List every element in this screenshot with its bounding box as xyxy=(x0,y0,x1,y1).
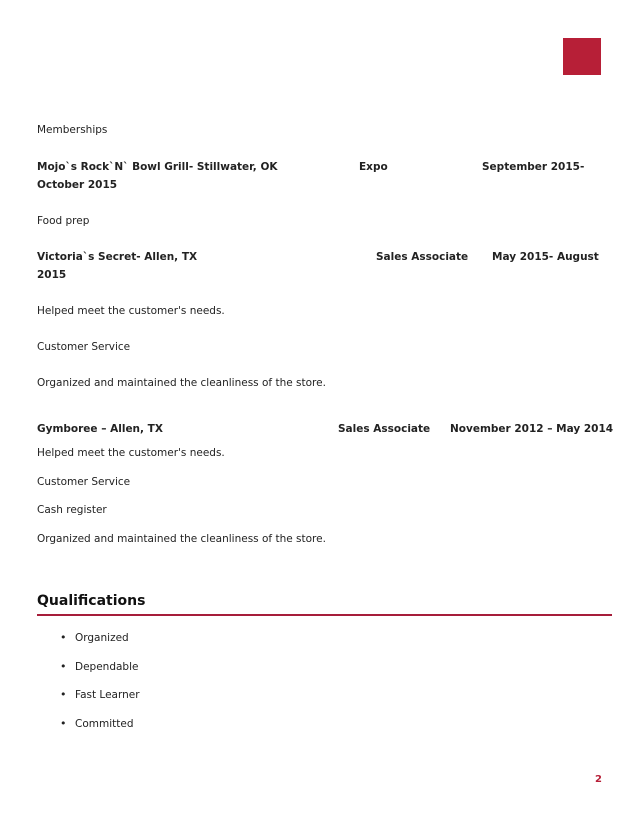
job-3-detail: Cash register xyxy=(37,504,107,516)
job-3-employer: Gymboree – Allen, TX xyxy=(37,423,163,435)
job-2-dates-cont: 2015 xyxy=(37,269,67,281)
job-1-dates: September 2015- xyxy=(482,161,585,173)
job-2-detail: Customer Service xyxy=(37,341,131,353)
job-3-detail: Helped meet the customer's needs. xyxy=(37,447,225,459)
bullet-dot-icon: • xyxy=(60,660,67,673)
bullet-dot-icon: • xyxy=(60,631,67,644)
job-2-employer: Victoria`s Secret- Allen, TX xyxy=(37,251,198,263)
job-2-dates: May 2015- August xyxy=(492,251,599,263)
job-3-detail: Organized and maintained the cleanliness of the store. xyxy=(37,533,326,545)
qualification-item: Organized xyxy=(75,632,129,644)
memberships-label: Memberships xyxy=(37,124,108,136)
bullet-dot-icon: • xyxy=(60,717,67,730)
qualification-item: Dependable xyxy=(75,661,139,673)
job-3-dates: November 2012 – May 2014 xyxy=(450,423,614,435)
job-3-detail: Customer Service xyxy=(37,476,131,488)
job-1-dates-cont: October 2015 xyxy=(37,179,118,191)
section-divider xyxy=(37,614,612,616)
job-3-role: Sales Associate xyxy=(338,423,431,435)
bullet-dot-icon: • xyxy=(60,688,67,701)
job-1-role: Expo xyxy=(359,161,388,173)
qualification-item: Fast Learner xyxy=(75,689,140,701)
header-accent-block xyxy=(563,38,601,75)
page-number: 2 xyxy=(595,774,602,785)
job-1-employer: Mojo`s Rock`N` Bowl Grill- Stillwater, OK xyxy=(37,161,278,173)
job-2-role: Sales Associate xyxy=(376,251,469,263)
qualifications-heading: Qualifications xyxy=(37,593,146,609)
job-2-detail: Organized and maintained the cleanliness of the store. xyxy=(37,377,326,389)
qualification-item: Committed xyxy=(75,718,134,730)
job-2-detail: Helped meet the customer's needs. xyxy=(37,305,225,317)
job-1-detail: Food prep xyxy=(37,215,90,227)
